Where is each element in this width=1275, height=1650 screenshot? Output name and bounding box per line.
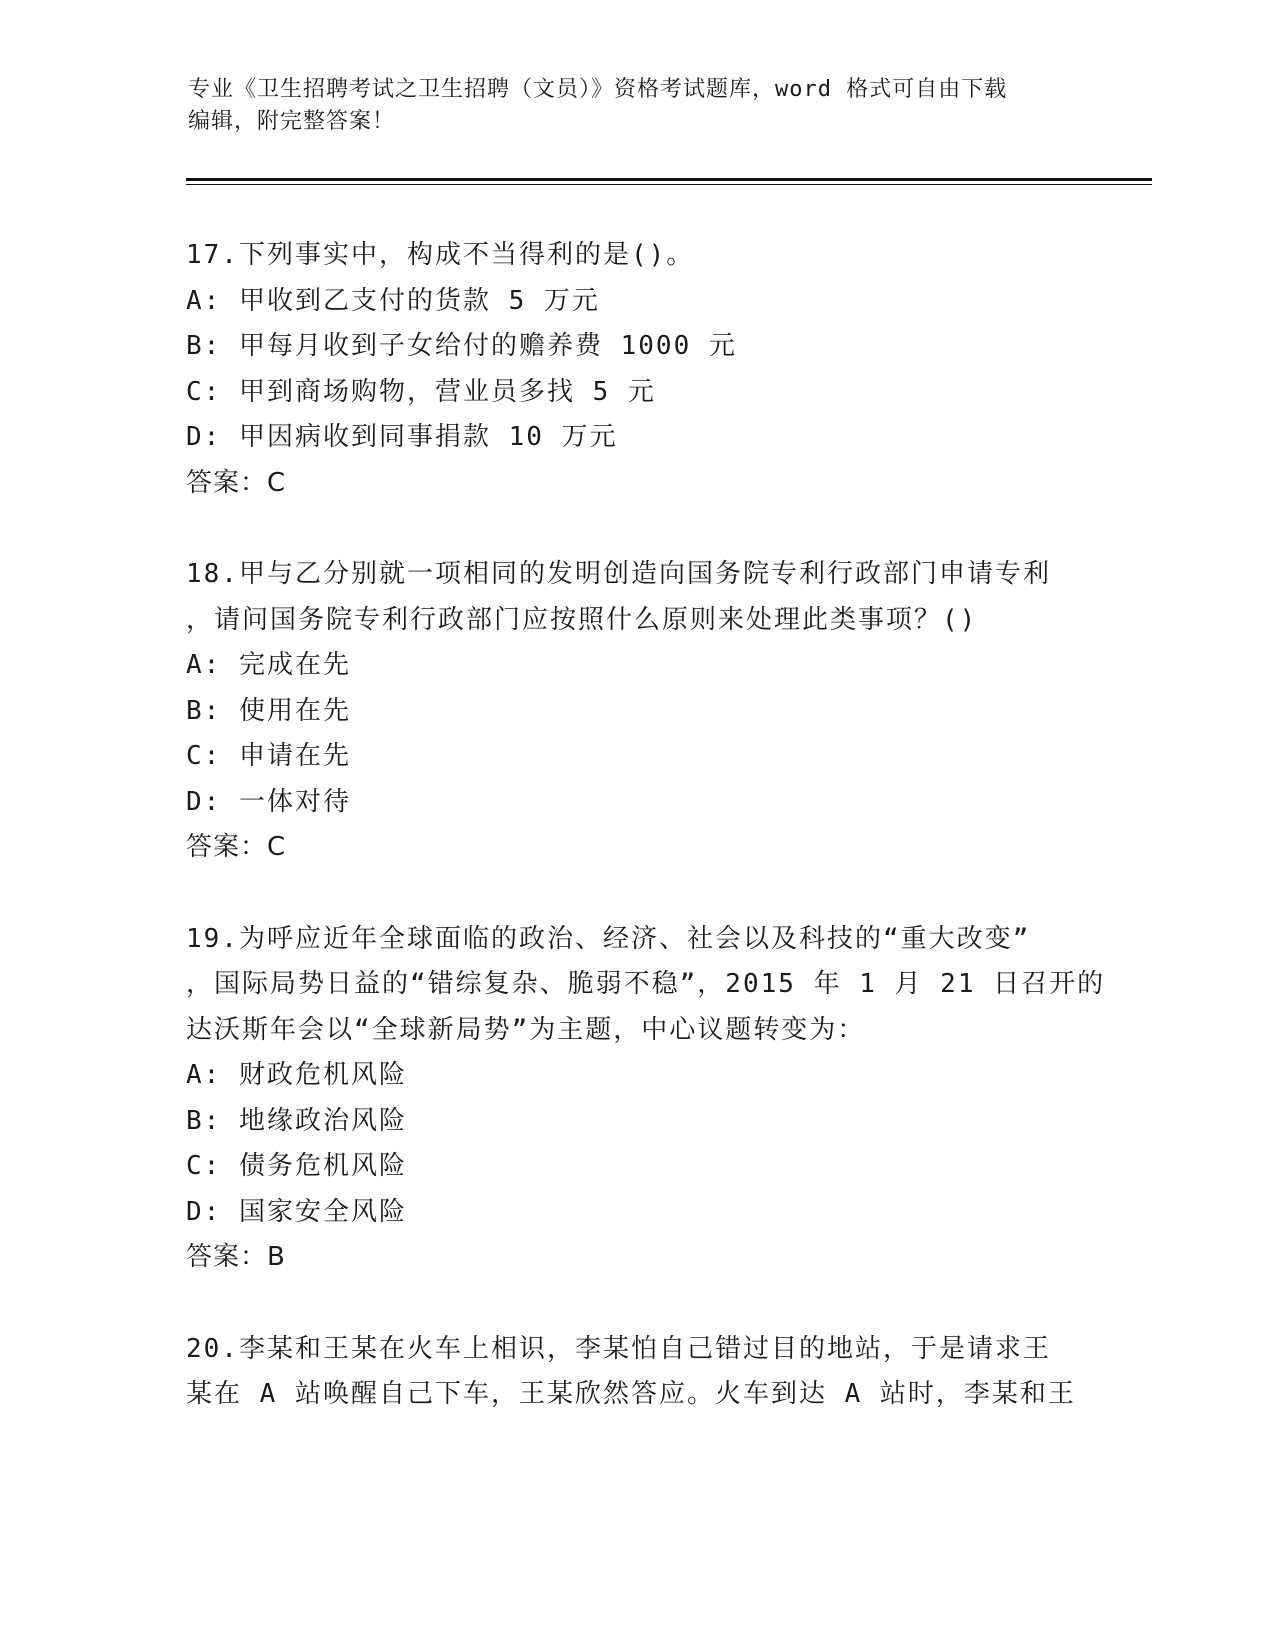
header-line-2: 编辑，附完整答案！ bbox=[188, 109, 396, 134]
answer: 答案：B bbox=[186, 1242, 286, 1272]
question-stem: 某在 A 站唤醒自己下车，王某欣然答应。火车到达 A 站时，李某和王 bbox=[186, 1379, 1076, 1409]
option-a: A: 财政危机风险 bbox=[186, 1060, 407, 1090]
option-c: C: 甲到商场购物，营业员多找 5 元 bbox=[186, 376, 656, 407]
question-stem: ，请问国务院专利行政部门应按照什么原则来处理此类事项？() bbox=[186, 604, 978, 635]
answer: 答案：C bbox=[186, 832, 287, 862]
question-stem: 18.甲与乙分别就一项相同的发明创造向国务院专利行政部门申请专利 bbox=[186, 559, 1051, 589]
document-header bbox=[188, 74, 1088, 138]
header-divider-thick bbox=[186, 178, 1152, 181]
option-d: D: 国家安全风险 bbox=[186, 1196, 407, 1227]
option-a: A: 甲收到乙支付的货款 5 万元 bbox=[186, 285, 600, 316]
question-19 bbox=[186, 917, 1126, 1281]
question-17 bbox=[186, 233, 1126, 506]
header-divider-thin bbox=[186, 184, 1152, 185]
option-d: D: 一体对待 bbox=[186, 786, 351, 817]
answer: 答案：C bbox=[186, 467, 287, 498]
question-stem: 达沃斯年会以“全球新局势”为主题，中心议题转变为： bbox=[186, 1014, 866, 1045]
question-18 bbox=[186, 552, 1126, 871]
question-list bbox=[186, 233, 1126, 1464]
option-c: C: 债务危机风险 bbox=[186, 1151, 407, 1181]
question-stem: 19.为呼应近年全球面临的政治、经济、社会以及科技的“重大改变” bbox=[186, 923, 1031, 954]
option-b: B: 地缘政治风险 bbox=[186, 1105, 407, 1136]
option-b: B: 甲每月收到子女给付的赡养费 1000 元 bbox=[186, 331, 737, 361]
option-a: A: 完成在先 bbox=[186, 650, 351, 680]
question-stem: ，国际局势日益的“错综复杂、脆弱不稳”，2015 年 1 月 21 日召开的 bbox=[186, 969, 1106, 999]
question-20 bbox=[186, 1327, 1126, 1418]
option-b: B: 使用在先 bbox=[186, 695, 351, 726]
header-line-1: 专业《卫生招聘考试之卫生招聘（文员）》资格考试题库，word 格式可自由下载 bbox=[188, 77, 1008, 102]
option-d: D: 甲因病收到同事捐款 10 万元 bbox=[186, 422, 618, 452]
question-stem: 17.下列事实中，构成不当得利的是()。 bbox=[186, 240, 695, 270]
question-stem: 20.李某和王某在火车上相识，李某怕自己错过目的地站，于是请求王 bbox=[186, 1333, 1051, 1364]
option-c: C: 申请在先 bbox=[186, 741, 351, 771]
